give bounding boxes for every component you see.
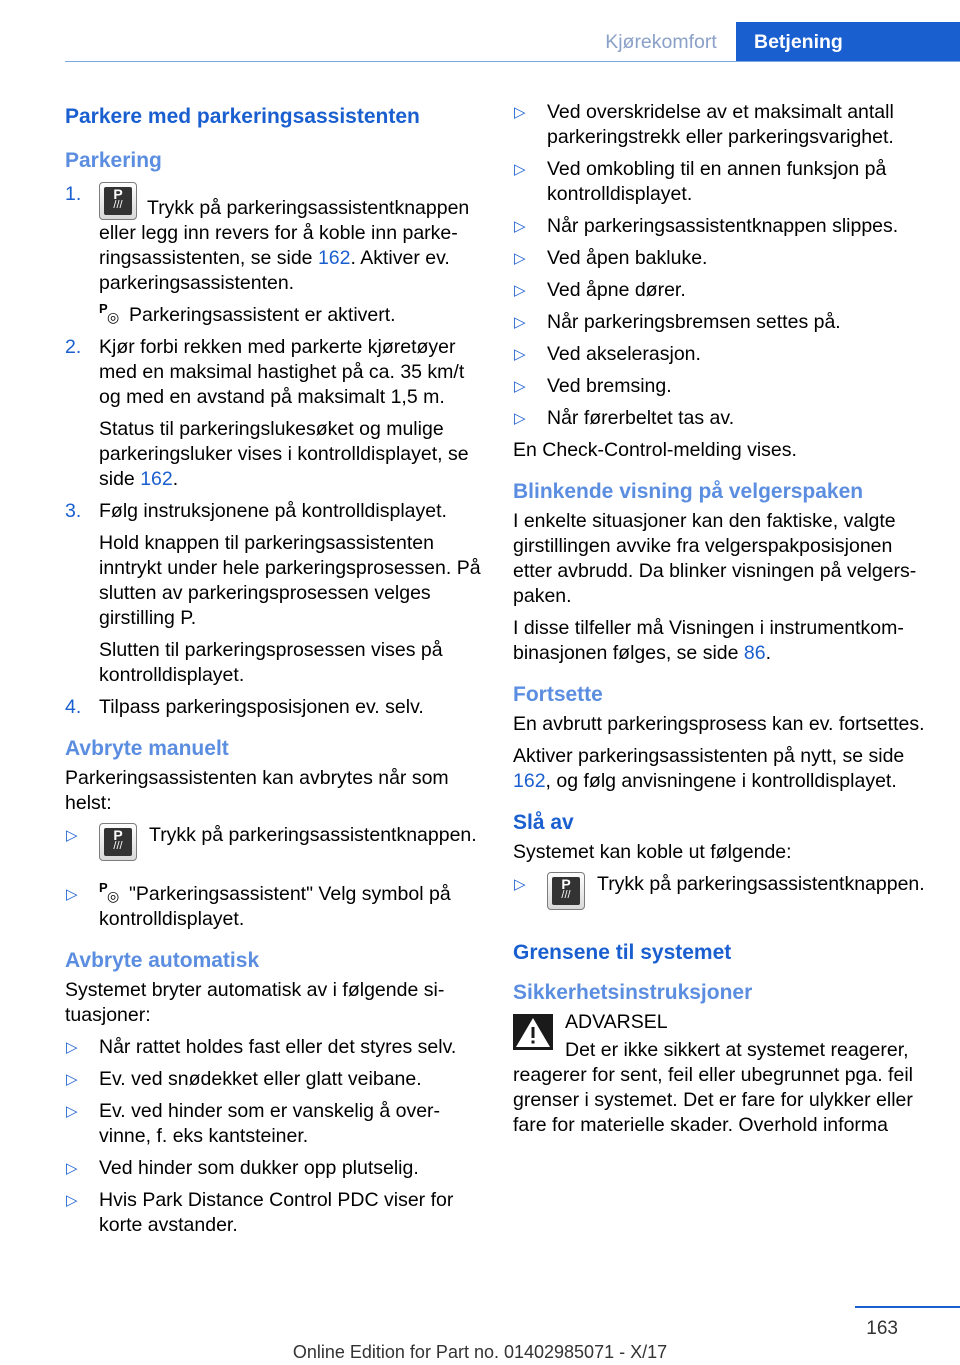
list-item: ▷ Ved overskridelse av et maksimalt antall parkeringstrekk eller parkeringsvarighet. bbox=[514, 101, 894, 148]
list-item: ▷ Ved akselerasjon. bbox=[514, 343, 701, 365]
step-number: 3. bbox=[65, 500, 82, 522]
left-column bbox=[65, 100, 483, 1245]
bullet-triangle-icon: ▷ bbox=[514, 250, 526, 267]
tab-active[interactable]: Betjening bbox=[736, 22, 960, 62]
step-number: 2. bbox=[65, 336, 82, 358]
bullet-triangle-icon: ▷ bbox=[66, 1071, 78, 1088]
list-item: ▷ Ev. ved hinder som er vanskelig å overvinne, f. eks kantsteiner. bbox=[66, 1100, 441, 1147]
parking-assistant-button-icon: P /// bbox=[547, 872, 585, 910]
warning-box bbox=[513, 1010, 925, 1050]
header-divider bbox=[65, 61, 960, 62]
step-text: Kjør forbi rekken med parkerte kjøretøyer med en maksimal hastighet på ca. 35 km/t og med en avstand på maksimalt 1,5 m. bbox=[99, 336, 465, 408]
bullet-triangle-icon: ▷ bbox=[514, 876, 526, 893]
step-text: Tilpass parkeringsposisjonen ev. selv. bbox=[99, 696, 424, 718]
bullet-triangle-icon: ▷ bbox=[514, 314, 526, 331]
list-item: ▷ Når rattet holdes fast eller det styres selv. bbox=[66, 1036, 457, 1058]
step-number: 4. bbox=[65, 696, 82, 718]
list-item: ▷ Ved åpne dører. bbox=[514, 279, 686, 301]
parking-assistant-symbol-icon: P ◎ bbox=[99, 880, 120, 904]
warning-text: Det er ikke sikkert at systemet reagerer, reagerer for sent, feil eller ubegrunnet pga. feil grenser i systemet. Det er fare for ulykker eller fare for materielle skader. Overhold informa bbox=[513, 1039, 913, 1136]
page-header bbox=[0, 0, 960, 62]
bullet-triangle-icon: ▷ bbox=[514, 410, 526, 427]
step-text: Trykk på parkeringsassistentknappen eller legg inn revers for å koble inn parkeringsassistenten, se side bbox=[99, 197, 470, 269]
manual-cancel-intro: Parkeringsassistenten kan avbrytes når som helst: bbox=[65, 767, 449, 814]
bullet-triangle-icon: ▷ bbox=[514, 218, 526, 235]
step-number: 1. bbox=[65, 183, 82, 205]
bullet-triangle-icon: ▷ bbox=[514, 346, 526, 363]
step-text: Følg instruksjonene på kontrolldisplayet. bbox=[99, 500, 447, 522]
warning-icon bbox=[513, 1014, 553, 1050]
parking-assistant-active-icon: P ◎ bbox=[99, 301, 120, 325]
warning-title: ADVARSEL bbox=[565, 1011, 668, 1033]
bullet-triangle-icon: ▷ bbox=[514, 104, 526, 121]
check-control-text: En Check-Control-melding vises. bbox=[513, 439, 797, 461]
auto-cancel-intro: Systemet bryter automatisk av i følgende situasjoner: bbox=[65, 979, 445, 1026]
step-note: Parkeringsassistent er aktivert. bbox=[129, 304, 396, 326]
switch-off-heading: Slå av bbox=[513, 811, 574, 834]
safety-heading: Sikkerhetsinstruksjoner bbox=[513, 981, 753, 1004]
bullet-triangle-icon: ▷ bbox=[66, 1103, 78, 1120]
step-3: 3. Følg instruksjonene på kontrolldisplayet. Hold knappen til parkeringsassistenten inntrykt under hele parkeringsprosessen. På slutten av parkeringsprosessen velges girstilling P. Slutten til parkeringsprosessen vises på kontrolldisplayet. bbox=[65, 499, 483, 688]
limits-heading: Grensene til systemet bbox=[513, 941, 732, 964]
parking-assistant-button-icon: P /// bbox=[99, 823, 137, 861]
step-4 bbox=[65, 695, 483, 720]
bullet-triangle-icon: ▷ bbox=[66, 886, 78, 903]
list-item: ▷ Hvis Park Distance Control PDC viser for korte avstander. bbox=[66, 1189, 454, 1236]
step-2: 2. Kjør forbi rekken med parkerte kjøretøyer med en maksimal hastighet på ca. 35 km/t og med en avstand på maksimalt 1,5 m. Status til parkeringslukesøket og mulige parkeringsluker vises i kontrolldisplayet, se side 162. bbox=[65, 335, 483, 492]
footer-divider bbox=[855, 1306, 960, 1308]
page-ref-link[interactable]: 162 bbox=[513, 770, 546, 792]
auto-cancel-heading: Avbryte automatisk bbox=[65, 949, 260, 972]
list-item: ▷ Ved hinder som dukker opp plutselig. bbox=[66, 1157, 419, 1179]
list-item: ▷ P ◎ "Parkeringsassistent" Velg symbol på kontrolldisplayet. bbox=[66, 880, 451, 930]
continue-paragraph: En avbrutt parkeringsprosess kan ev. fortsettes. bbox=[513, 713, 925, 735]
list-item: ▷ P /// Trykk på parkeringsassistentknappen. bbox=[65, 823, 483, 875]
section-title: Parkere med parkeringsassistenten bbox=[65, 105, 420, 128]
page-ref-link[interactable]: 162 bbox=[317, 247, 351, 269]
switch-off-intro: Systemet kan koble ut følgende: bbox=[513, 841, 792, 863]
list-item: ▷ Ev. ved snødekket eller glatt veibane. bbox=[66, 1068, 422, 1090]
list-item: ▷ Når parkeringsbremsen settes på. bbox=[514, 311, 841, 333]
bullet-triangle-icon: ▷ bbox=[66, 827, 78, 844]
list-item: ▷ P /// Trykk på parkeringsassistentknappen. bbox=[513, 872, 925, 924]
right-column: ▷ Ved overskridelse av et maksimalt antall parkeringstrekk eller parkeringsvarighet. ▷ Ved omkobling til en annen funksjon på kontrolldisplayet. ▷ Når parkeringsassistentknappen slippes. ▷ Ved åpen bakluke. ▷ Ved åpne dører. ▷ Når parkeringsbremsen settes på. ▷ Ved akselerasjon. ▷ Ved bremsing. ▷ Når førerbeltet tas av. En Check-Control-melding vises. Blinkende visning på velgerspaken I enkelte situasjoner kan den faktiske, valgte girstillingen avvike fra velgerspakposisjonen etter avbrudd. Da blinker visningen på velgerspaken. I disse tilfeller må Visningen i instrumentkombinasjonen følges, se side 86. Fortsette En avbrutt parkeringsprosess kan ev. fortsettes. Aktiver parkeringsassistenten på nytt, se side 162, og følg anvisningene i kontrolldisplayet. Slå av Systemet kan koble ut følgende: ▷ P /// Trykk på parkeringsassistentknappen. Grensene til systemet Sikkerhetsinstruksjoner ADVARSEL Det er ikke sikkert at systemet reagerer, reagerer for sent, feil eller ubegrunnet pga. feil grenser i systemet. Det er fare for ulykker eller fare for materielle skader. Overhold informa bbox=[513, 101, 925, 1136]
list-item: ▷ Når førerbeltet tas av. bbox=[514, 407, 735, 429]
edition-text: Online Edition for Part no. 01402985071 - X/17 bbox=[292, 1342, 668, 1362]
list-item: ▷ Ved omkobling til en annen funksjon på kontrolldisplayet. bbox=[514, 158, 887, 205]
list-item: ▷ Ved åpen bakluke. bbox=[514, 247, 708, 269]
page-ref-link[interactable]: 162 bbox=[140, 468, 173, 490]
parking-heading: Parkering bbox=[65, 149, 162, 172]
parking-assistant-button-icon: P /// bbox=[99, 182, 137, 220]
step-1: 1. P /// Trykk på parkeringsassistentknappen eller legg inn revers for å koble inn parkeringsassistenten, se side 162. Aktiver ev. parkeringsassistenten. P ◎ Parkeringsassistent er aktivert. bbox=[65, 183, 470, 326]
continue-heading: Fortsette bbox=[513, 683, 603, 706]
page-ref-link[interactable]: 86 bbox=[743, 642, 766, 664]
bullet-triangle-icon: ▷ bbox=[66, 1192, 78, 1209]
blink-paragraph: I enkelte situasjoner kan den faktiske, valgte girstillingen avvike fra velgerspakposisjonen etter avbrudd. Da blinker visningen på velgerspaken. bbox=[513, 510, 917, 607]
page-number: 163 bbox=[866, 1318, 898, 1339]
bullet-triangle-icon: ▷ bbox=[66, 1039, 78, 1056]
bullet-triangle-icon: ▷ bbox=[66, 1160, 78, 1177]
list-item: ▷ Ved bremsing. bbox=[514, 375, 672, 397]
list-item: ▷ Når parkeringsassistentknappen slippes. bbox=[514, 215, 899, 237]
tab-section[interactable]: Kjørekomfort bbox=[605, 31, 717, 53]
manual-cancel-heading: Avbryte manuelt bbox=[65, 737, 229, 760]
bullet-triangle-icon: ▷ bbox=[514, 161, 526, 178]
bullet-triangle-icon: ▷ bbox=[514, 282, 526, 299]
blink-heading: Blinkende visning på velgerspaken bbox=[513, 480, 864, 503]
bullet-triangle-icon: ▷ bbox=[514, 378, 526, 395]
